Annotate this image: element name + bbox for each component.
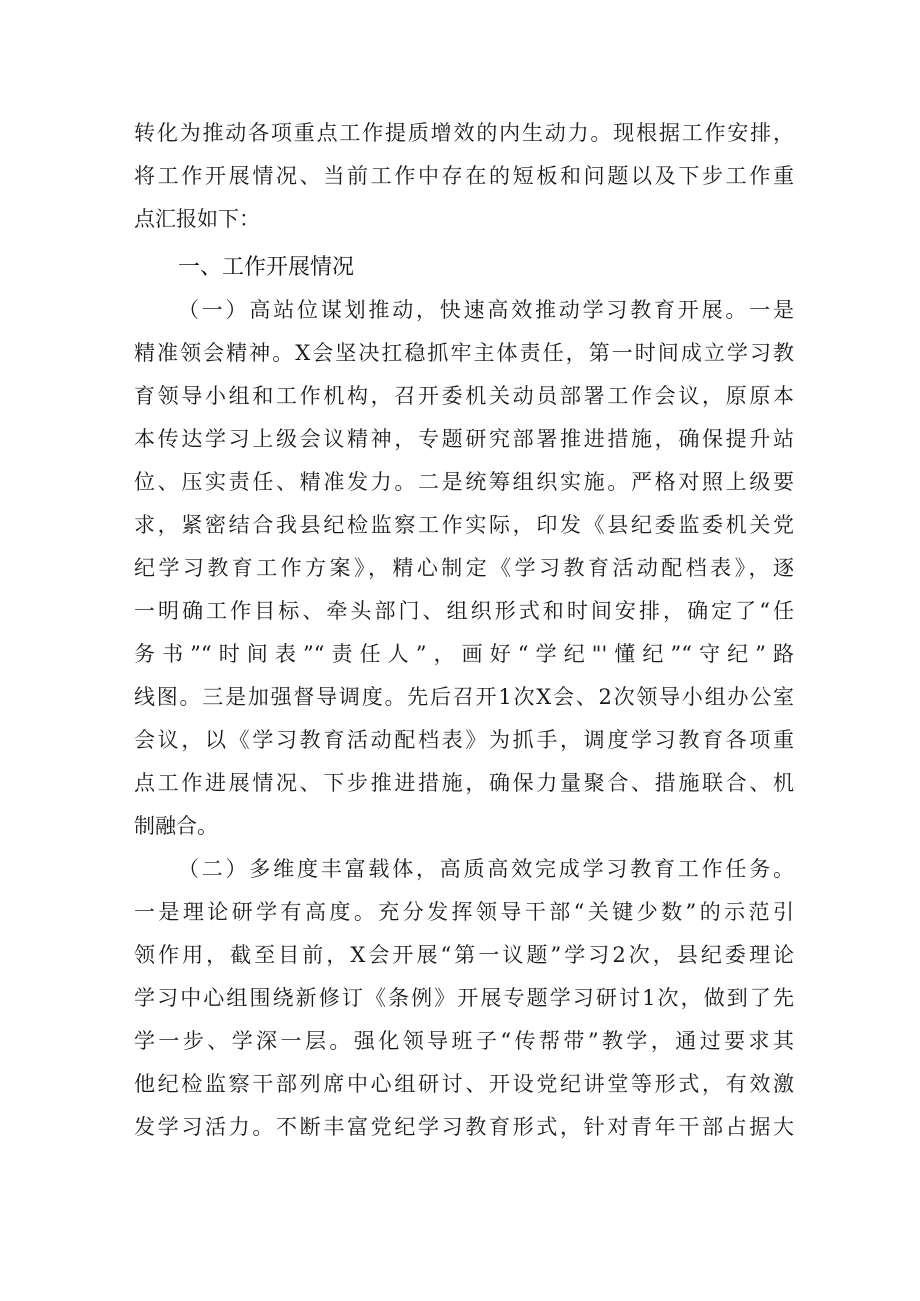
paragraph2-line-6: 他纪检监察干部列席中心组研讨、开设党纪讲堂等形式，有效激 [134,1072,794,1096]
paragraph2-line-7: 发学习活力。不断丰富党纪学习教育形式，针对青年干部占据大 [134,1115,794,1139]
paragraph1-line-5: 位、压实责任、精准发力。二是统筹组织实施。严格对照上级要 [134,470,794,494]
paragraph1-line-9: 务书”“时间表”“责任人”，画好“学纪"'懂纪”“守纪”路 [134,642,794,666]
intro-line-1: 转化为推动各项重点工作提质增效的内生动力。现根据工作安排， [134,121,794,145]
paragraph1-line-10: 线图。三是加强督导调度。先后召开1次X会、2次领导小组办公室 [134,685,794,709]
paragraph2-line-3: 领作用，截至目前，X会开展“第一议题”学习2次，县纪委理论 [134,943,794,967]
paragraph1-line-2: 精准领会精神。X会坚决扛稳抓牢主体责任，第一时间成立学习教 [134,341,794,365]
paragraph1-line-3: 育领导小组和工作机构，召开委机关动员部署工作会议，原原本 [134,384,794,408]
paragraph2-line-2: 一是理论研学有高度。充分发挥领导干部“关键少数”的示范引 [134,900,794,924]
paragraph1-line-6: 求，紧密结合我县纪检监察工作实际，印发《县纪委监委机关党 [134,513,794,537]
paragraph1-line-13: 制融合。 [134,814,218,838]
intro-line-3: 点汇报如下： [134,207,260,231]
paragraph1-line-11: 会议，以《学习教育活动配档表》为抓手，调度学习教育各项重 [134,728,794,752]
section-heading: 一、工作开展情况 [178,255,355,280]
paragraph1-line-7: 纪学习教育工作方案》，精心制定《学习教育活动配档表》，逐 [134,556,794,580]
paragraph2-line-4: 学习中心组围绕新修订《条例》开展专题学习研讨1次，做到了先 [134,986,794,1010]
paragraph1-line-4: 本传达学习上级会议精神，专题研究部署推进措施，确保提升站 [134,427,794,451]
paragraph1-line-12: 点工作进展情况、下步推进措施，确保力量聚合、措施联合、机 [134,771,794,795]
paragraph1-line-8: 一明确工作目标、牵头部门、组织形式和时间安排，确定了“任 [134,599,794,623]
paragraph2-line-5: 学一步、学深一层。强化领导班子“传帮带”教学，通过要求其 [134,1029,794,1053]
intro-line-2: 将工作开展情况、当前工作中存在的短板和问题以及下步工作重 [134,164,794,188]
paragraph2-line-1: （二）多维度丰富载体，高质高效完成学习教育工作任务。 [178,857,794,881]
paragraph1-line-1: （一）高站位谋划推动，快速高效推动学习教育开展。一是 [178,298,794,322]
